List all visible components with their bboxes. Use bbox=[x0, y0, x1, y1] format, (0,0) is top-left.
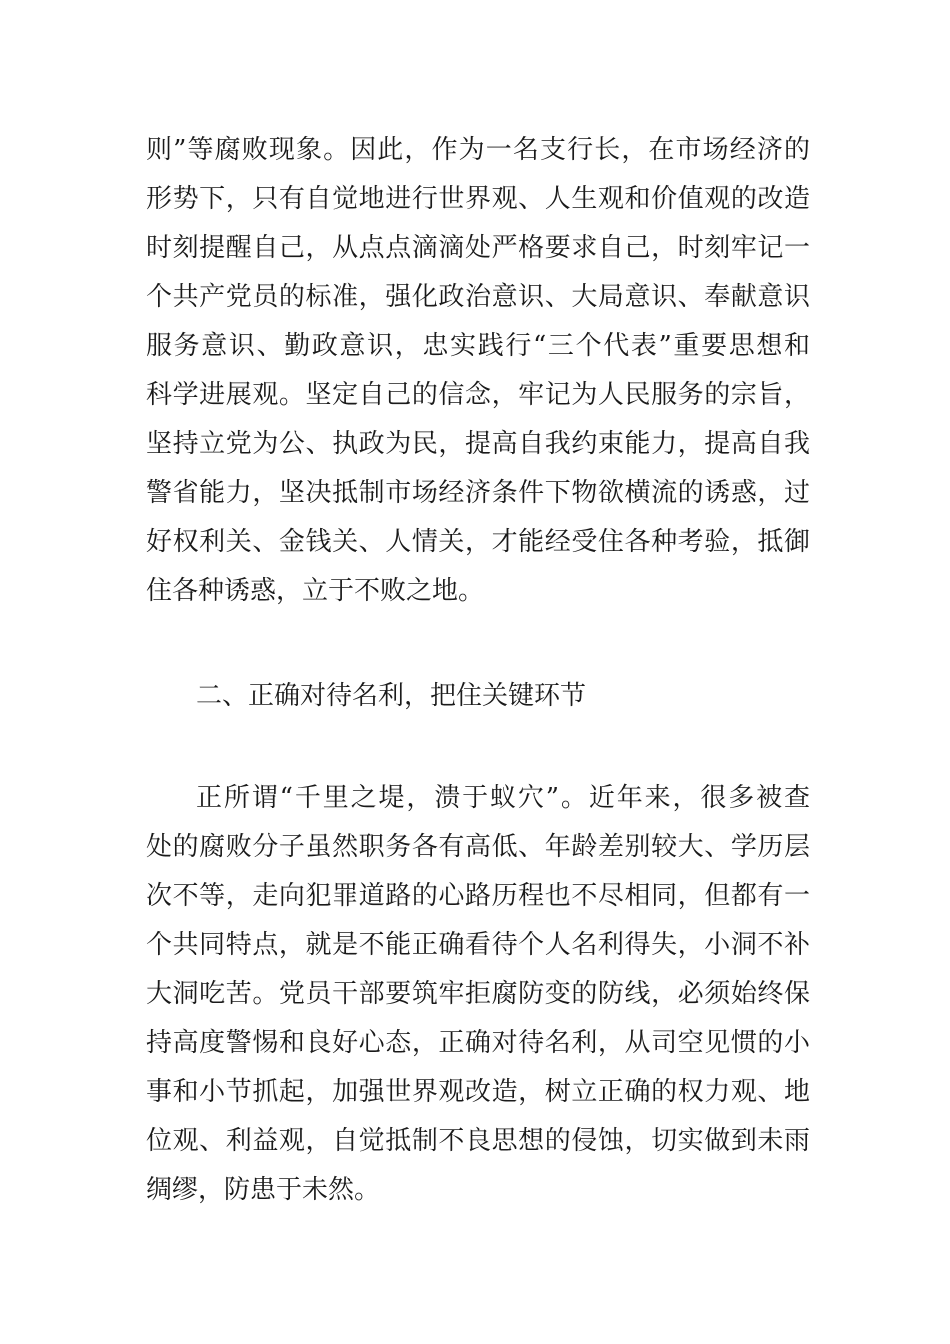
paragraph-1-line-8: 警省能力，坚决抵制市场经济条件下物欲横流的诱惑，过 bbox=[146, 478, 810, 508]
paragraph-1-line-9: 好权利关、金钱关、人情关，才能经受住各种考验，抵御 bbox=[146, 527, 810, 557]
paragraph-1-line-5: 服务意识、勤政意识，忠实践行“三个代表”重要思想和 bbox=[146, 331, 810, 361]
paragraph-1-line-3: 时刻提醒自己，从点点滴滴处严格要求自己，时刻牢记一 bbox=[146, 233, 810, 263]
paragraph-2-line-7: 事和小节抓起，加强世界观改造，树立正确的权力观、地 bbox=[146, 1077, 810, 1107]
section-heading: 二、正确对待名利，把住关键环节 bbox=[196, 681, 587, 711]
paragraph-1-line-1: 则”等腐败现象。因此，作为一名支行长，在市场经济的 bbox=[146, 135, 810, 165]
paragraph-2-line-4: 个共同特点，就是不能正确看待个人名利得失，小洞不补 bbox=[146, 930, 810, 960]
paragraph-2-line-1: 正所谓“千里之堤，溃于蚁穴”。近年来，很多被查 bbox=[196, 783, 810, 813]
paragraph-2-line-9: 绸缪，防患于未然。 bbox=[146, 1175, 381, 1205]
paragraph-1-line-2: 形势下，只有自觉地进行世界观、人生观和价值观的改造 bbox=[146, 184, 810, 214]
paragraph-1-line-10: 住各种诱惑，立于不败之地。 bbox=[146, 576, 485, 606]
paragraph-2-line-3: 次不等，走向犯罪道路的心路历程也不尽相同，但都有一 bbox=[146, 881, 810, 911]
paragraph-1-line-6: 科学进展观。坚定自己的信念，牢记为人民服务的宗旨， bbox=[146, 380, 810, 410]
paragraph-1-line-4: 个共产党员的标准，强化政治意识、大局意识、奉献意识 bbox=[146, 282, 810, 312]
paragraph-2-line-6: 持高度警惕和良好心态，正确对待名利，从司空见惯的小 bbox=[146, 1028, 810, 1058]
paragraph-2-line-2: 处的腐败分子虽然职务各有高低、年龄差别较大、学历层 bbox=[146, 832, 810, 862]
paragraph-2-line-8: 位观、利益观，自觉抵制不良思想的侵蚀，切实做到未雨 bbox=[146, 1126, 810, 1156]
paragraph-2-line-5: 大洞吃苦。党员干部要筑牢拒腐防变的防线，必须始终保 bbox=[146, 979, 810, 1009]
paragraph-1-line-7: 坚持立党为公、执政为民，提高自我约束能力，提高自我 bbox=[146, 429, 810, 459]
